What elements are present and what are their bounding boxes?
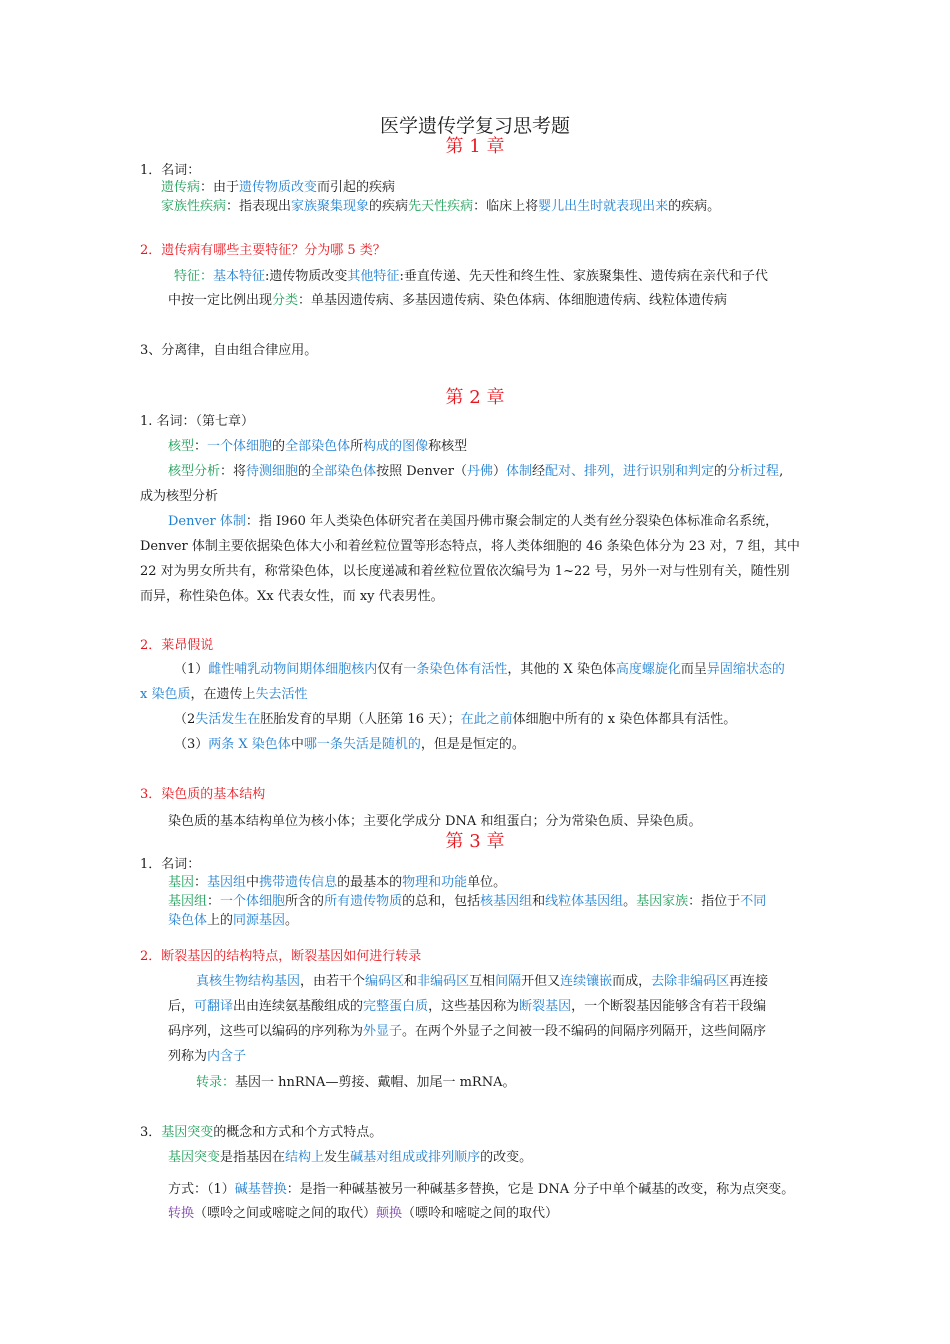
keyword: 配对、排列，进行识别和判定 xyxy=(545,464,715,479)
term: 核型分析 xyxy=(168,464,221,479)
keyword: 一个体细胞 xyxy=(207,439,273,454)
keyword: x 染色质 xyxy=(140,687,191,702)
text: 上的 xyxy=(207,913,234,928)
text: （嘌呤和嘧啶之间的取代） xyxy=(402,1206,559,1221)
keyword: 携带遗传信息 xyxy=(259,875,338,890)
text: , xyxy=(779,464,784,479)
text: ： xyxy=(194,439,208,454)
text: :垂直传递、先天性和终生性、家族聚集性、遗传病在亲代和子代 xyxy=(399,269,768,284)
text: 3． xyxy=(140,1125,162,1140)
keyword: 失去活性 xyxy=(255,687,308,702)
ch2-line-1 xyxy=(168,437,467,457)
term: 家族性疾病 xyxy=(161,199,227,214)
text: 的 xyxy=(714,464,728,479)
text: 方式：（1） xyxy=(168,1182,235,1197)
text: 中按一定比例出现 xyxy=(168,293,273,308)
text: 而呈 xyxy=(680,662,707,677)
text: （1） xyxy=(174,662,209,677)
keyword: 雌性哺乳动物间期体细胞核内 xyxy=(208,662,378,677)
text: 后， xyxy=(168,999,195,1014)
ch3-question-1: 1．名词： xyxy=(140,857,201,872)
term: 转换 xyxy=(168,1206,195,1221)
keyword: 非编码区 xyxy=(417,974,470,989)
ch2-line-2 xyxy=(168,462,783,482)
keyword: 间隔 xyxy=(495,974,522,989)
keyword: 基因组 xyxy=(207,875,247,890)
text: 再连接 xyxy=(729,974,769,989)
keyword: 物理和功能 xyxy=(402,875,468,890)
ch2-line-9 xyxy=(140,685,308,705)
keyword: 遗传物质改变 xyxy=(239,180,318,195)
keyword: 分析过程 xyxy=(727,464,780,479)
text: ：是指一种碱基被另一种碱基多替换，它是 DNA 分子中单个碱基的改变，称为点突变。 xyxy=(286,1182,795,1197)
keyword: 全部染色体 xyxy=(285,439,351,454)
term: 遗传病 xyxy=(161,180,201,195)
text: （嘌呤之间或嘧啶之间的取代） xyxy=(194,1206,377,1221)
text: 发生 xyxy=(324,1150,351,1165)
ch1-line-3 xyxy=(174,267,768,287)
keyword: 核基因组 xyxy=(480,894,533,909)
ch3-line-8 xyxy=(196,1073,515,1093)
ch3-question-3 xyxy=(140,1123,382,1143)
ch2-line-7: 而异，称性染色体。Xx 代表女性，而 xy 代表男性。 xyxy=(140,589,444,604)
text: 的 xyxy=(272,439,286,454)
ch3-line-1 xyxy=(168,873,506,893)
ch1-question-2: 2．遗传病有哪些主要特征？分为哪 5 类？ xyxy=(140,243,386,258)
term: 核型 xyxy=(168,439,195,454)
keyword: 全部染色体 xyxy=(311,464,377,479)
ch2-line-10 xyxy=(174,710,736,730)
keyword: 外显子 xyxy=(363,1024,403,1039)
ch3-line-10 xyxy=(168,1180,794,1200)
keyword: 可翻译 xyxy=(194,999,234,1014)
term: 基因组 xyxy=(168,894,208,909)
keyword: 线粒体基因组 xyxy=(545,894,624,909)
term: 特征： xyxy=(174,269,214,284)
ch2-line-8 xyxy=(174,660,785,680)
ch3-line-2 xyxy=(168,892,766,912)
ch1-line-2 xyxy=(161,197,720,217)
text: 所含的 xyxy=(285,894,325,909)
text: 中 xyxy=(246,875,260,890)
document-title: 医学遗传学复习思考题 xyxy=(379,115,570,137)
text: ，其他的 X 染色体 xyxy=(507,662,616,677)
text: 的 xyxy=(298,464,312,479)
keyword: 家族聚集现象 xyxy=(291,199,370,214)
ch2-line-6: 22 对为男女所共有，称常染色体，以长度递减和着丝粒位置依次编号为 1~22 号，另外一对与性别有关，随性别 xyxy=(140,564,790,579)
term: 转录： xyxy=(196,1075,236,1090)
text: ：由于 xyxy=(200,180,240,195)
term: 先天性疾病 xyxy=(408,199,474,214)
ch2-line-11 xyxy=(174,735,525,755)
text: 胚胎发育的早期（人胚第 16 天）； xyxy=(260,712,461,727)
keyword: 断裂基因 xyxy=(519,999,572,1014)
text: 开但又 xyxy=(521,974,561,989)
ch3-line-9 xyxy=(168,1148,532,1168)
term: 基因 xyxy=(168,875,195,890)
keyword: 内含子 xyxy=(207,1049,247,1064)
keyword: 丹佛 xyxy=(466,464,493,479)
ch2-question-2: 2．莱昂假说 xyxy=(140,638,214,653)
text: 的疾病 xyxy=(369,199,409,214)
text: 。在两个外显子之间被一段不编码的间隔序列隔开，这些间隔序 xyxy=(402,1024,767,1039)
text: ，一个断裂基因能够含有若干段编 xyxy=(571,999,767,1014)
text: 仅有 xyxy=(377,662,404,677)
ch2-question-1: 1. 名词：（第七章） xyxy=(140,414,255,429)
keyword: 构成的图像 xyxy=(363,439,429,454)
text: 列称为 xyxy=(168,1049,208,1064)
keyword: 碱基替换 xyxy=(234,1182,287,1197)
text: 和 xyxy=(532,894,546,909)
keyword: 哪一条失活是随机的 xyxy=(303,737,421,752)
keyword: 两条 X 染色体 xyxy=(208,737,291,752)
text: ，在遗传上 xyxy=(190,687,256,702)
text: （2 xyxy=(174,712,196,727)
keyword: 高度螺旋化 xyxy=(615,662,681,677)
text: 的最基本的 xyxy=(337,875,403,890)
text: 是指基因在 xyxy=(220,1150,286,1165)
text: 的总和，包括 xyxy=(402,894,481,909)
keyword: Denver 体制 xyxy=(168,514,246,529)
text: 的改变。 xyxy=(480,1150,533,1165)
text: 经 xyxy=(532,464,546,479)
keyword: 待测细胞 xyxy=(246,464,299,479)
keyword: 异固缩状态的 xyxy=(706,662,785,677)
ch1-question-3: 3、分离律，自由组合律应用。 xyxy=(140,343,318,358)
ch3-line-11 xyxy=(168,1204,558,1224)
ch2-line-5: Denver 体制主要依据染色体大小和着丝粒位置等形态特点，将人类体细胞的 46 条染色体分为 23 对，7 组，其中 xyxy=(140,539,800,554)
term: 基因突变 xyxy=(161,1125,214,1140)
keyword: 编码区 xyxy=(365,974,405,989)
text: ：指表现出 xyxy=(226,199,292,214)
text: （3） xyxy=(174,737,209,752)
keyword: 完整蛋白质 xyxy=(363,999,429,1014)
text: 互相 xyxy=(469,974,496,989)
text: ，但是是恒定的。 xyxy=(420,737,525,752)
text: 按照 Denver（ xyxy=(376,464,467,479)
term: 分类 xyxy=(272,293,299,308)
text: ，这些基因称为 xyxy=(428,999,520,1014)
keyword: 在此之前 xyxy=(460,712,513,727)
term: 基因突变 xyxy=(168,1150,221,1165)
text: ：临床上将 xyxy=(473,199,539,214)
text: 的疾病。 xyxy=(668,199,721,214)
text: :遗传物质改变 xyxy=(265,269,348,284)
keyword: 一个体细胞 xyxy=(220,894,286,909)
ch3-line-6 xyxy=(168,1022,766,1042)
keyword: 不同 xyxy=(740,894,767,909)
text: 而引起的疾病 xyxy=(317,180,396,195)
chapter-3-heading: 第 3 章 xyxy=(445,831,505,852)
text: ： xyxy=(207,894,221,909)
text: 而成， xyxy=(612,974,652,989)
keyword: 其他特征 xyxy=(347,269,400,284)
text: 所 xyxy=(350,439,364,454)
text: 出由连续氨基酸组成的 xyxy=(233,999,364,1014)
ch2-question-3: 3．染色质的基本结构 xyxy=(140,787,266,802)
text: 。 xyxy=(285,913,299,928)
keyword: 婴儿出生时就表现出来 xyxy=(538,199,669,214)
keyword: 失活发生在 xyxy=(195,712,261,727)
ch3-line-7 xyxy=(168,1047,246,1067)
chapter-1-heading: 第 1 章 xyxy=(445,136,505,157)
keyword: 体制 xyxy=(505,464,532,479)
text: 基因一 hnRNA—剪接、戴帽、加尾一 mRNA。 xyxy=(235,1075,516,1090)
chapter-2-heading: 第 2 章 xyxy=(445,387,505,408)
text: 中 xyxy=(290,737,304,752)
keyword: 同源基因 xyxy=(233,913,286,928)
keyword: 去除非编码区 xyxy=(651,974,730,989)
ch1-line-1 xyxy=(161,178,395,198)
ch2-line-4 xyxy=(168,512,778,532)
text: 的概念和方式和个方式特点。 xyxy=(213,1125,383,1140)
ch3-line-4 xyxy=(196,972,768,992)
term: 基因家族 xyxy=(636,894,689,909)
keyword: 结构上 xyxy=(285,1150,325,1165)
text: ：单基因遗传病、多基因遗传病、染色体病、体细胞遗传病、线粒体遗传病 xyxy=(298,293,728,308)
term: 颠换 xyxy=(376,1206,403,1221)
ch2-line-12: 染色质的基本结构单位为核小体；主要化学成分 DNA 和组蛋白；分为常染色质、异染色质。 xyxy=(168,814,702,829)
text: ：指 I960 年人类染色体研究者在美国丹佛市聚会制定的人类有丝分裂染色体标准命名系统， xyxy=(245,514,779,529)
text: 单位。 xyxy=(467,875,507,890)
text: ：将 xyxy=(220,464,247,479)
keyword: 染色体 xyxy=(168,913,208,928)
text: 。 xyxy=(623,894,637,909)
ch3-line-5 xyxy=(168,997,766,1017)
ch2-line-3: 成为核型分析 xyxy=(140,489,219,504)
ch1-line-4 xyxy=(168,291,727,311)
keyword: 一条染色体有活性 xyxy=(403,662,508,677)
text: 体细胞中所有的 x 染色体都具有活性。 xyxy=(512,712,737,727)
text: ： xyxy=(194,875,208,890)
keyword: 所有遗传物质 xyxy=(324,894,403,909)
ch1-question-1: 1．名词： xyxy=(140,163,201,178)
text: 和 xyxy=(404,974,418,989)
keyword: 真核生物结构基因 xyxy=(196,974,301,989)
keyword: 连续镶嵌 xyxy=(560,974,613,989)
ch3-question-2: 2．断裂基因的结构特点，断裂基因如何进行转录 xyxy=(140,949,422,964)
text: ，由若干个 xyxy=(300,974,366,989)
keyword: 基本特征 xyxy=(213,269,266,284)
text: ） xyxy=(492,464,506,479)
text: 称核型 xyxy=(428,439,468,454)
ch3-line-3 xyxy=(168,911,298,931)
text: 码序列，这些可以编码的序列称为 xyxy=(168,1024,364,1039)
keyword: 碱基对组成或排列顺序 xyxy=(350,1150,481,1165)
text: ：指位于 xyxy=(688,894,741,909)
